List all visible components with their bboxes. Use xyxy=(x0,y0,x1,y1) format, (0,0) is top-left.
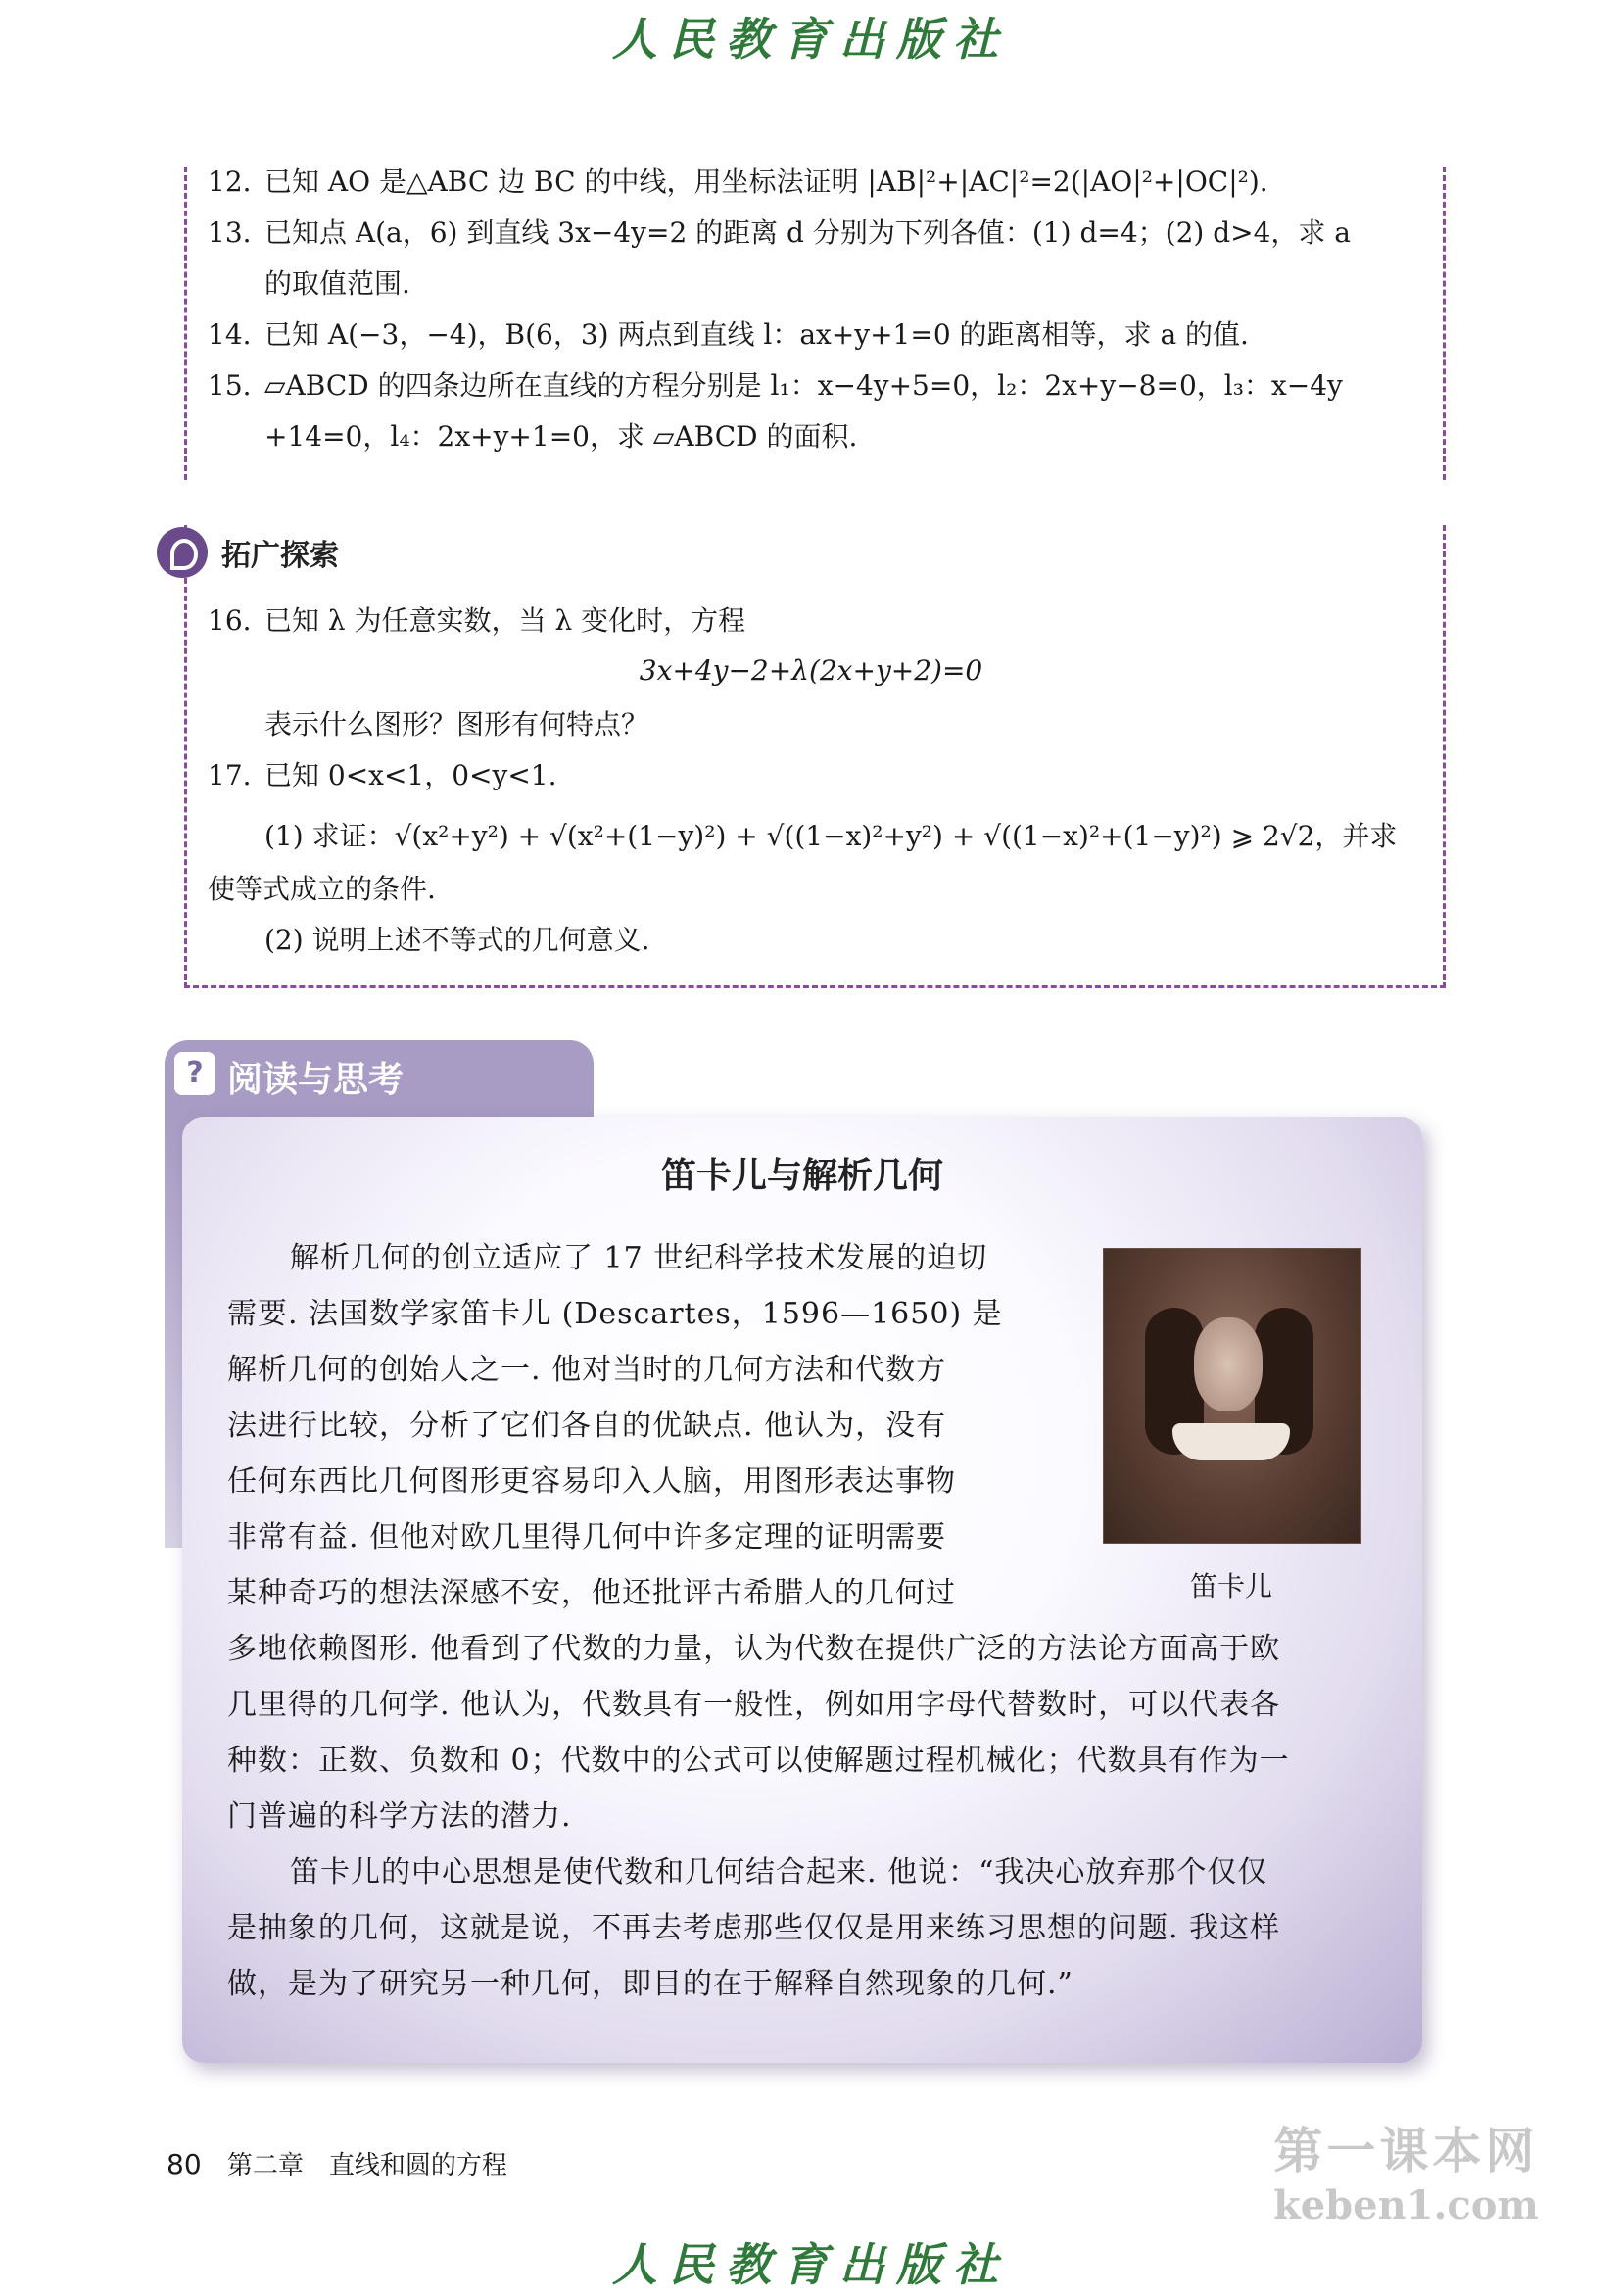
portrait-caption: 笛卡儿 xyxy=(1189,1570,1272,1602)
descartes-portrait xyxy=(1103,1248,1361,1544)
reading-line: 解析几何的创立适应了 17 世纪科学技术发展的迫切 xyxy=(290,1241,988,1275)
reading-title: 笛卡儿与解析几何 xyxy=(660,1156,943,1196)
reading-line: 非常有益. 但他对欧几里得几何中许多定理的证明需要 xyxy=(227,1520,947,1555)
publisher-logo-bottom: 人民教育出版社 xyxy=(612,2238,1010,2291)
exercise-14: 14. 已知 A(−3，−4)，B(6，3) 两点到直线 l：ax+y+1=0 的距离相等，求 a 的值. xyxy=(208,318,1249,351)
reading-line: 几里得的几何学. 他认为，代数具有一般性，例如用字母代替数时，可以代表各 xyxy=(227,1688,1281,1722)
exercise-13: 13. 已知点 A(a，6) 到直线 3x−4y=2 的距离 d 分别为下列各值：(1) d=4；(2) d>4，求 a xyxy=(208,216,1351,249)
reading-line: 门普遍的科学方法的潜力. xyxy=(227,1799,572,1834)
page-footer xyxy=(167,2145,507,2181)
reading-line: 种数：正数、负数和 0；代数中的公式可以使解题过程机械化；代数具有作为一 xyxy=(227,1744,1290,1778)
exercise-17-part2: (2) 说明上述不等式的几何意义. xyxy=(264,924,650,956)
extension-title: 拓广探索 xyxy=(221,539,339,573)
reading-line: 多地依赖图形. 他看到了代数的力量，认为代数在提供广泛的方法论方面高于欧 xyxy=(227,1632,1281,1666)
exercise-17-part1: (1) 求证：√(x²+y²) + √(x²+(1−y)²) + √((1−x)²+y²) + √((1−x)²+(1−y)²) ⩾ 2√2，并求 xyxy=(264,820,1398,852)
chapter-title: 第二章 直线和圆的方程 xyxy=(226,2151,507,2180)
extension-header xyxy=(157,525,339,580)
reading-paragraph-narrow xyxy=(227,1230,1070,1621)
exercise-15-cont: +14=0，l₄：2x+y+1=0，求 ▱ABCD 的面积. xyxy=(264,420,858,453)
exercise-17-part1-cont: 使等式成立的条件. xyxy=(208,873,436,905)
reading-line: 需要. 法国数学家笛卡儿 (Descartes，1596—1650) 是 xyxy=(227,1297,1003,1331)
reading-line: 法进行比较，分析了它们各自的优缺点. 他认为，没有 xyxy=(227,1409,947,1443)
exercise-16-equation: 3x+4y−2+λ(2x+y+2)=0 xyxy=(639,654,983,687)
exercise-16: 16. 已知 λ 为任意实数，当 λ 变化时，方程 xyxy=(208,604,746,637)
publisher-logo-top: 人民教育出版社 xyxy=(612,13,1010,66)
exercise-16-question: 表示什么图形？图形有何特点？ xyxy=(264,708,649,741)
reading-tab-label: 阅读与思考 xyxy=(227,1060,405,1100)
reading-line: 做，是为了研究另一种几何，即目的在于解释自然现象的几何.” xyxy=(227,1967,1073,2001)
reading-line: 任何东西比几何图形更容易印入人脑，用图形表达事物 xyxy=(227,1464,956,1499)
watermark: 第一课本网 keben1.com xyxy=(1273,2123,1539,2228)
reading-line: 某种奇巧的想法深感不安，他还批评古希腊人的几何过 xyxy=(227,1576,956,1610)
reading-paragraph-wide xyxy=(227,1621,1403,2012)
reading-line: 解析几何的创始人之一. 他对当时的几何方法和代数方 xyxy=(227,1353,947,1387)
reading-line: 是抽象的几何，这就是说，不再去考虑那些仅仅是用来练习思想的问题. 我这样 xyxy=(227,1911,1281,1945)
exercise-17: 17. 已知 0<x<1，0<y<1. xyxy=(208,759,557,791)
question-book-icon: ? xyxy=(174,1052,215,1095)
exercise-12: 12. 已知 AO 是△ABC 边 BC 的中线，用坐标法证明 |AB|²+|AC|²=2(|AO|²+|OC|²). xyxy=(208,166,1268,198)
page-number: 80 xyxy=(167,2148,202,2180)
reading-line: 笛卡儿的中心思想是使代数和几何结合起来. 他说：“我决心放弃那个仅仅 xyxy=(290,1855,1268,1889)
explore-icon xyxy=(157,527,208,578)
exercise-15: 15. ▱ABCD 的四条边所在直线的方程分别是 l₁：x−4y+5=0，l₂：2x+y−8=0，l₃：x−4y xyxy=(208,369,1343,402)
exercise-13-cont: 的取值范围. xyxy=(264,267,410,300)
